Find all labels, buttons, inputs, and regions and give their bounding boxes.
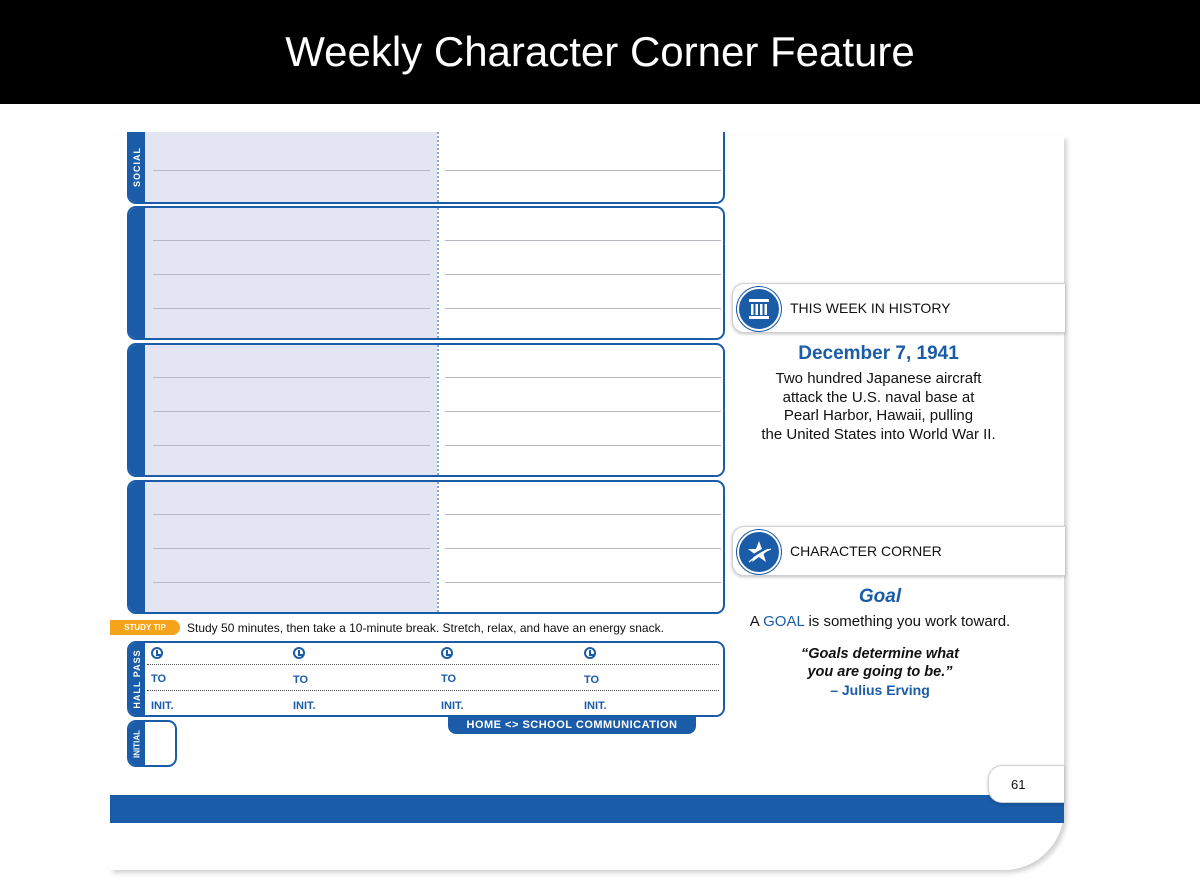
definition-prefix: A [749,613,764,630]
column-icon [737,287,781,331]
history-line: Pearl Harbor, Hawaii, pulling [783,407,974,424]
quote-author: – Julius Erving [830,682,930,698]
subject-row [127,206,725,340]
dotted-line [147,690,719,691]
history-date: December 7, 1941 [798,343,959,364]
hall-pass-label: HALL PASS [132,649,142,709]
write-line[interactable] [445,411,721,412]
write-line[interactable] [445,548,721,549]
initial-box[interactable] [127,720,177,767]
write-line[interactable] [153,274,430,275]
character-header-box [732,526,1065,576]
history-header-label: THIS WEEK IN HISTORY [790,300,951,316]
shaded-column [145,345,437,475]
study-tip-text: Study 50 minutes, then take a 10-minute break. Stretch, relax, and have an energy snack. [187,621,664,635]
home-school-communication: HOME <> SCHOOL COMMUNICATION [448,716,696,734]
character-title: Goal [858,586,902,607]
history-header-box [732,283,1065,333]
quote-line: you are going to be.” [807,664,953,680]
write-line[interactable] [445,240,721,241]
shaded-column [145,208,437,338]
to-field[interactable]: TO [293,674,309,686]
history-line: attack the U.S. naval base at [782,388,975,406]
definition-word: GOAL [763,613,805,630]
to-field[interactable]: TO [151,673,167,685]
dotted-line [147,664,719,665]
to-field[interactable]: TO [584,674,600,686]
dotted-divider [437,482,439,612]
to-field[interactable]: TO [441,673,457,685]
clock-icon[interactable] [293,647,305,659]
history-line: the United States into World War II. [761,425,996,443]
init-field[interactable]: INIT. [441,700,464,712]
write-line[interactable] [153,308,430,309]
planner-page [110,136,1064,870]
write-line[interactable] [153,582,430,583]
write-line[interactable] [445,170,721,171]
subject-row [127,480,725,614]
page-number: 61 [988,765,1064,803]
clock-icon[interactable] [584,647,596,659]
shaded-column [145,482,437,612]
initial-label: INITIAL [132,729,142,758]
hall-pass-box [127,641,725,717]
hall-pass-tab [129,643,145,715]
banner-title: Weekly Character Corner Feature [0,0,1200,104]
clock-icon[interactable] [151,647,163,659]
init-field[interactable]: INIT. [293,700,316,712]
character-header-label: CHARACTER CORNER [790,543,942,559]
history-line: Two hundred Japanese aircraft [775,370,982,387]
init-field[interactable]: INIT. [151,700,174,712]
write-line[interactable] [153,377,430,378]
write-line[interactable] [445,514,721,515]
quote-line: “Goals determine what [801,646,959,662]
write-line[interactable] [153,170,430,171]
write-line[interactable] [445,274,721,275]
subject-tab [129,132,145,202]
dotted-divider [437,208,439,338]
write-line[interactable] [445,445,721,446]
subject-tab [129,345,145,475]
dotted-divider [437,345,439,475]
write-line[interactable] [445,308,721,309]
subject-tab [129,208,145,338]
subject-row [127,343,725,477]
dotted-divider [437,132,439,202]
write-line[interactable] [445,377,721,378]
star-icon [737,530,781,574]
write-line[interactable] [153,240,430,241]
init-field[interactable]: INIT. [584,700,607,712]
bottom-bar [110,795,1064,823]
write-line[interactable] [153,445,430,446]
definition-suffix: is something you work toward. [804,613,1011,630]
shaded-column [145,132,437,202]
write-line[interactable] [445,582,721,583]
subject-label: SOCIAL [132,146,142,188]
write-line[interactable] [153,548,430,549]
history-text [732,370,1025,444]
character-quote [732,645,1028,681]
write-line[interactable] [153,514,430,515]
write-line[interactable] [153,411,430,412]
subject-row-social [127,132,725,204]
study-tip-badge: STUDY TIP [110,620,180,635]
initial-tab [129,722,145,765]
clock-icon[interactable] [441,647,453,659]
character-definition [732,613,1028,630]
subject-tab [129,482,145,612]
